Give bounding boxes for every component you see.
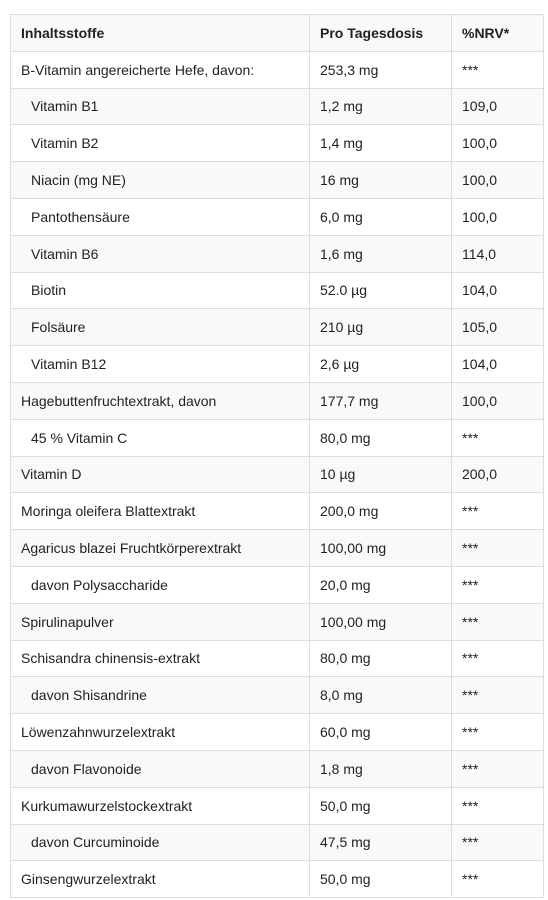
ingredient-name-cell: Vitamin D: [11, 456, 310, 493]
table-row: [11, 824, 544, 861]
daily-dose-cell: 60,0 mg: [310, 714, 452, 751]
nrv-cell: 104,0: [452, 272, 544, 309]
daily-dose-cell: 50,0 mg: [310, 861, 452, 898]
nrv-cell: 200,0: [452, 456, 544, 493]
nrv-cell: ***: [452, 824, 544, 861]
table-row: [11, 125, 544, 162]
daily-dose-cell: 100,00 mg: [310, 530, 452, 567]
table-row: [11, 456, 544, 493]
header-nrv: %NRV*: [452, 15, 544, 52]
nrv-cell: 104,0: [452, 346, 544, 383]
nrv-cell: ***: [452, 530, 544, 567]
nrv-cell: 100,0: [452, 198, 544, 235]
ingredient-name-cell: Niacin (mg NE): [11, 162, 310, 199]
ingredients-table-container: [10, 14, 543, 898]
table-row: [11, 861, 544, 898]
daily-dose-cell: 1,8 mg: [310, 750, 452, 787]
nrv-cell: 114,0: [452, 235, 544, 272]
ingredient-name-cell: Hagebuttenfruchtextrakt, davon: [11, 382, 310, 419]
nrv-cell: ***: [452, 603, 544, 640]
ingredient-name-cell: davon Shisandrine: [11, 677, 310, 714]
header-daily-dose: Pro Tagesdosis: [310, 15, 452, 52]
nrv-cell: 109,0: [452, 88, 544, 125]
table-header-row: [11, 15, 544, 52]
table-row: [11, 714, 544, 751]
daily-dose-cell: 177,7 mg: [310, 382, 452, 419]
ingredient-name-cell: davon Flavonoide: [11, 750, 310, 787]
ingredient-name-cell: Pantothensäure: [11, 198, 310, 235]
nrv-cell: ***: [452, 566, 544, 603]
daily-dose-cell: 16 mg: [310, 162, 452, 199]
table-row: [11, 235, 544, 272]
table-body: [11, 51, 544, 897]
ingredient-name-cell: Schisandra chinensis-extrakt: [11, 640, 310, 677]
ingredient-name-cell: Ginsengwurzelextrakt: [11, 861, 310, 898]
ingredient-name-cell: davon Polysaccharide: [11, 566, 310, 603]
daily-dose-cell: 52.0 µg: [310, 272, 452, 309]
ingredient-name-cell: Folsäure: [11, 309, 310, 346]
nrv-cell: ***: [452, 677, 544, 714]
ingredient-name-cell: Vitamin B12: [11, 346, 310, 383]
table-row: [11, 493, 544, 530]
table-row: [11, 272, 544, 309]
ingredient-name-cell: Agaricus blazei Fruchtkörperextrakt: [11, 530, 310, 567]
ingredient-name-cell: Vitamin B1: [11, 88, 310, 125]
table-row: [11, 198, 544, 235]
table-row: [11, 88, 544, 125]
nrv-cell: ***: [452, 861, 544, 898]
ingredient-name-cell: Löwenzahnwurzelextrakt: [11, 714, 310, 751]
daily-dose-cell: 8,0 mg: [310, 677, 452, 714]
table-row: [11, 603, 544, 640]
table-row: [11, 750, 544, 787]
nrv-cell: 100,0: [452, 162, 544, 199]
nrv-cell: ***: [452, 714, 544, 751]
nrv-cell: ***: [452, 787, 544, 824]
daily-dose-cell: 6,0 mg: [310, 198, 452, 235]
ingredient-name-cell: davon Curcuminoide: [11, 824, 310, 861]
table-row: [11, 346, 544, 383]
ingredient-name-cell: 45 % Vitamin C: [11, 419, 310, 456]
nrv-cell: 100,0: [452, 382, 544, 419]
header-ingredient: Inhaltsstoffe: [11, 15, 310, 52]
ingredient-name-cell: Spirulinapulver: [11, 603, 310, 640]
daily-dose-cell: 2,6 µg: [310, 346, 452, 383]
daily-dose-cell: 100,00 mg: [310, 603, 452, 640]
table-row: [11, 787, 544, 824]
table-row: [11, 677, 544, 714]
daily-dose-cell: 80,0 mg: [310, 419, 452, 456]
daily-dose-cell: 1,4 mg: [310, 125, 452, 162]
daily-dose-cell: 10 µg: [310, 456, 452, 493]
ingredient-name-cell: B-Vitamin angereicherte Hefe, davon:: [11, 51, 310, 88]
ingredient-name-cell: Moringa oleifera Blattextrakt: [11, 493, 310, 530]
nrv-cell: ***: [452, 419, 544, 456]
nrv-cell: ***: [452, 51, 544, 88]
table-row: [11, 640, 544, 677]
daily-dose-cell: 47,5 mg: [310, 824, 452, 861]
table-row: [11, 419, 544, 456]
table-row: [11, 309, 544, 346]
table-row: [11, 162, 544, 199]
daily-dose-cell: 200,0 mg: [310, 493, 452, 530]
nrv-cell: 100,0: [452, 125, 544, 162]
daily-dose-cell: 20,0 mg: [310, 566, 452, 603]
ingredient-name-cell: Vitamin B2: [11, 125, 310, 162]
nrv-cell: ***: [452, 640, 544, 677]
ingredients-table: [10, 14, 544, 898]
daily-dose-cell: 210 µg: [310, 309, 452, 346]
daily-dose-cell: 80,0 mg: [310, 640, 452, 677]
table-row: [11, 382, 544, 419]
table-row: [11, 566, 544, 603]
ingredient-name-cell: Vitamin B6: [11, 235, 310, 272]
daily-dose-cell: 50,0 mg: [310, 787, 452, 824]
daily-dose-cell: 1,6 mg: [310, 235, 452, 272]
nrv-cell: ***: [452, 750, 544, 787]
daily-dose-cell: 1,2 mg: [310, 88, 452, 125]
nrv-cell: 105,0: [452, 309, 544, 346]
daily-dose-cell: 253,3 mg: [310, 51, 452, 88]
ingredient-name-cell: Biotin: [11, 272, 310, 309]
nrv-cell: ***: [452, 493, 544, 530]
ingredient-name-cell: Kurkumawurzelstockextrakt: [11, 787, 310, 824]
table-row: [11, 530, 544, 567]
table-row: [11, 51, 544, 88]
